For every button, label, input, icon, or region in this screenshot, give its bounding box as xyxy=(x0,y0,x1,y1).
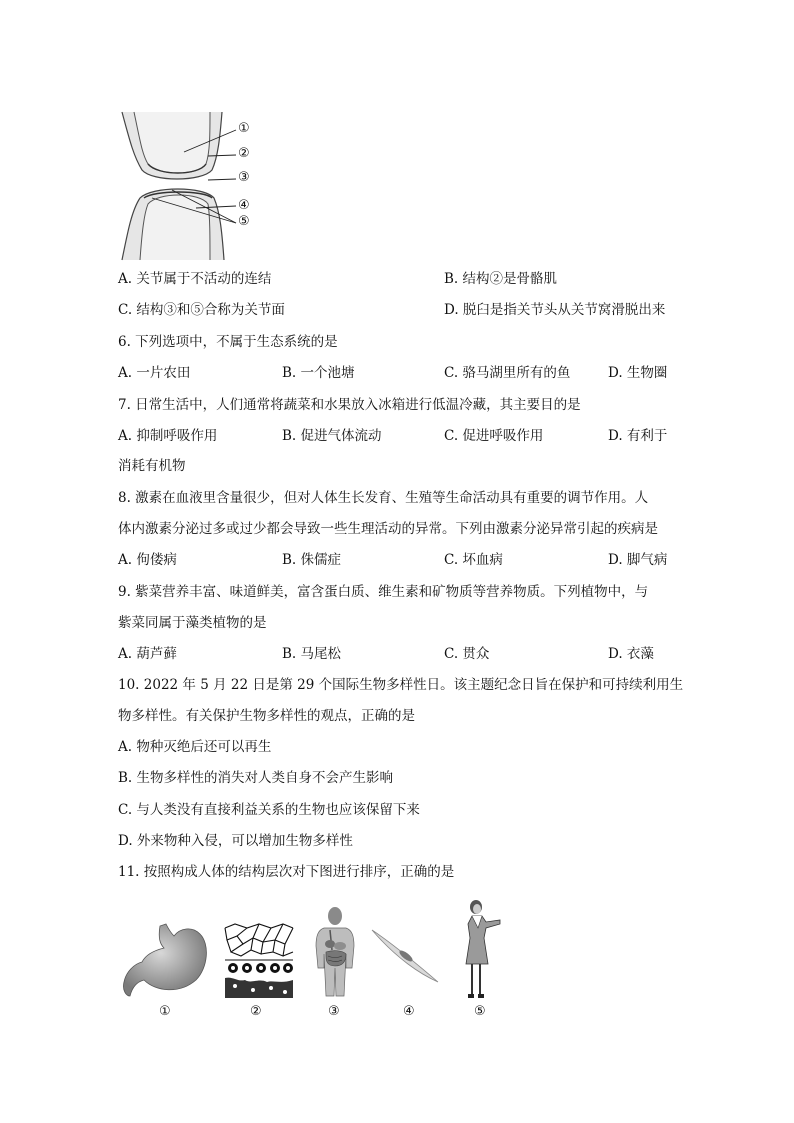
q6-option-b[interactable]: B. 一个池塘 xyxy=(282,365,355,381)
q8-option-d[interactable]: D. 脚气病 xyxy=(608,552,668,568)
q9-stem-line1: 9. 紫菜营养丰富、味道鲜美，富含蛋白质、维生素和矿物质等营养物质。下列植物中，与 xyxy=(118,584,649,600)
muscle-cell-image xyxy=(370,928,440,984)
q5-option-a[interactable]: A. 关节属于不活动的连结 xyxy=(118,271,272,287)
q8-stem-line1: 8. 激素在血液里含量很少，但对人体生长发育、生殖等生命活动具有重要的调节作用。人 xyxy=(118,490,649,506)
q7-option-a[interactable]: A. 抑制呼吸作用 xyxy=(118,428,218,444)
q9-option-b[interactable]: B. 马尾松 xyxy=(282,646,342,662)
q7-option-c[interactable]: C. 促进呼吸作用 xyxy=(444,428,544,444)
q5-option-b[interactable]: B. 结构②是骨骼肌 xyxy=(444,271,558,287)
q6-option-d[interactable]: D. 生物圈 xyxy=(608,365,668,381)
q8-stem-line2: 体内激素分泌过多或过少都会导致一些生理活动的异常。下列由激素分泌异常引起的疾病是 xyxy=(118,521,658,537)
q7-option-d-continuation: 消耗有机物 xyxy=(118,458,186,474)
joint-label-5: ⑤ xyxy=(238,214,250,229)
q6-option-c[interactable]: C. 骆马湖里所有的鱼 xyxy=(444,365,571,381)
q10-option-a[interactable]: A. 物种灭绝后还可以再生 xyxy=(118,739,272,755)
q9-option-c[interactable]: C. 贯众 xyxy=(444,646,490,662)
q11-label-2: ② xyxy=(250,1004,262,1019)
q11-label-5: ⑤ xyxy=(474,1004,486,1019)
q8-option-b[interactable]: B. 侏儒症 xyxy=(282,552,342,568)
q5-option-c[interactable]: C. 结构③和⑤合称为关节面 xyxy=(118,302,285,318)
q11-label-3: ③ xyxy=(328,1004,340,1019)
q10-option-d[interactable]: D. 外来物种入侵，可以增加生物多样性 xyxy=(118,833,353,849)
q7-option-d[interactable]: D. 有利于 xyxy=(608,428,668,444)
person-figure-image xyxy=(462,898,504,1002)
q11-label-1: ① xyxy=(159,1004,171,1019)
q5-option-d[interactable]: D. 脱臼是指关节头从关节窝滑脱出来 xyxy=(444,302,666,318)
joint-label-3: ③ xyxy=(238,170,250,185)
q10-option-c[interactable]: C. 与人类没有直接利益关系的生物也应该保留下来 xyxy=(118,802,420,818)
q8-option-a[interactable]: A. 佝偻病 xyxy=(118,552,177,568)
q11-stem: 11. 按照构成人体的结构层次对下图进行排序，正确的是 xyxy=(118,864,455,880)
q10-stem-line1: 10. 2022 年 5 月 22 日是第 29 个国际生物多样性日。该主题纪念日旨在保护和可持续利用生 xyxy=(118,677,684,693)
tissue-image xyxy=(223,922,295,1000)
joint-label-1: ① xyxy=(238,121,250,136)
q10-stem-line2: 物多样性。有关保护生物多样性的观点，正确的是 xyxy=(118,708,415,724)
q7-option-b[interactable]: B. 促进气体流动 xyxy=(282,428,382,444)
q7-stem: 7. 日常生活中，人们通常将蔬菜和水果放入冰箱进行低温冷藏，其主要目的是 xyxy=(118,397,581,413)
joint-label-4: ④ xyxy=(238,198,250,213)
q6-stem: 6. 下列选项中，不属于生态系统的是 xyxy=(118,334,338,350)
stomach-image xyxy=(120,924,210,1000)
joint-label-2: ② xyxy=(238,146,250,161)
q9-option-d[interactable]: D. 衣藻 xyxy=(608,646,654,662)
q8-option-c[interactable]: C. 坏血病 xyxy=(444,552,503,568)
q9-option-a[interactable]: A. 葫芦藓 xyxy=(118,646,177,662)
q9-stem-line2: 紫菜同属于藻类植物的是 xyxy=(118,615,267,631)
q6-option-a[interactable]: A. 一片农田 xyxy=(118,365,191,381)
human-organ-system-image xyxy=(312,906,358,1000)
q10-option-b[interactable]: B. 生物多样性的消失对人类自身不会产生影响 xyxy=(118,770,394,786)
q11-label-4: ④ xyxy=(403,1004,415,1019)
